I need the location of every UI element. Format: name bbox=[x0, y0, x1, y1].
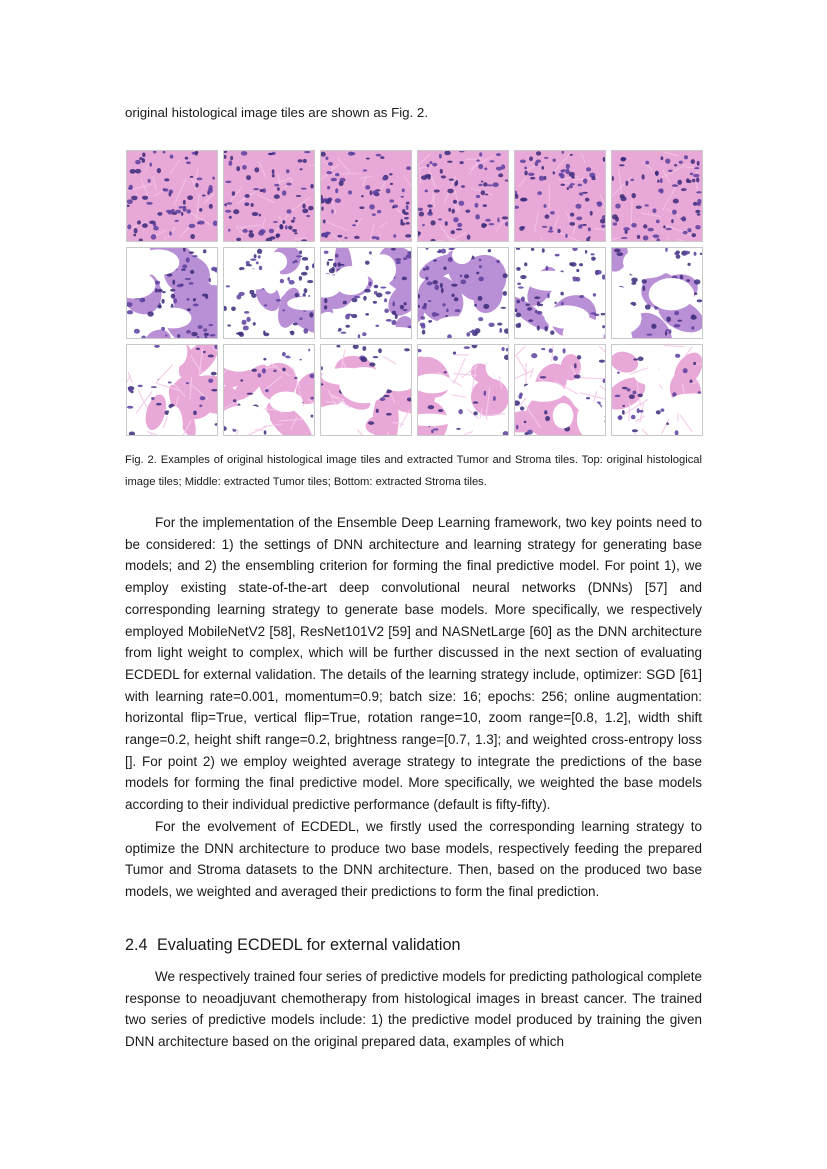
tumor-tissue-image bbox=[224, 248, 314, 338]
paragraph-implementation: For the implementation of the Ensemble Deep Learning framework, two key points need to be considered: 1) the settings of DNN architecture and learning strategy for generating base models; and 2) the ensembling criterion for forming the final predictive model. For point 1), we employ existing state-of-the-art deep convolutional neural networks (DNNs) [57] and corresponding learning strategy to generate base models. More specifically, we respectively employed MobileNetV2 [58], ResNet101V2 [59] and NASNetLarge [60] as the DNN architecture from light weight to complex, which will be further discussed in the next section of evaluating ECDEDL for external validation. The details of the learning strategy include, optimizer: SGD [61] with learning rate=0.001, momentum=0.9; batch size: 16; epochs: 256; online augmentation: horizontal flip=True, vertical flip=True, rotation range=10, zoom range=[0.8, 1.2], width shift range=0.2, height shift range=0.2, brightness range=[0.7, 1.3]; and weighted cross-entropy loss []. For point 2) we employ weighted average strategy to integrate the predictions of the base models for forming the final predictive model. More specifically, we weighted the base models according to their individual predictive performance (default is fifty-fifty). bbox=[125, 515, 702, 813]
section-number: 2.4 bbox=[125, 936, 148, 954]
original-tissue-image bbox=[321, 151, 411, 241]
original-tissue-image bbox=[515, 151, 605, 241]
stroma-tile bbox=[611, 344, 703, 436]
tumor-tile bbox=[611, 247, 703, 339]
stroma-tissue-image bbox=[321, 345, 411, 435]
original-tile bbox=[320, 150, 412, 242]
paragraph-evolvement: For the evolvement of ECDEDL, we firstly used the corresponding learning strategy to optimize the DNN architecture to produce two base models, respectively feeding the prepared Tumor and Stroma datasets to the DNN architecture. Then, based on the produced two base models, we weighted and averaged their predictions to form the final prediction. bbox=[125, 818, 702, 899]
stroma-tissue-image bbox=[515, 345, 605, 435]
lead-sentence: original histological image tiles are shown as Fig. 2. bbox=[125, 105, 429, 120]
original-tissue-image bbox=[224, 151, 314, 241]
tumor-tissue-image bbox=[321, 248, 411, 338]
original-tissue-image bbox=[612, 151, 702, 241]
tumor-tile bbox=[320, 247, 412, 339]
original-tile bbox=[417, 150, 509, 242]
stroma-tissue-image bbox=[224, 345, 314, 435]
tumor-tissue-image bbox=[127, 248, 217, 338]
original-tissue-image bbox=[127, 151, 217, 241]
tumor-tile bbox=[126, 247, 218, 339]
tumor-tissue-image bbox=[418, 248, 508, 338]
stroma-tile bbox=[320, 344, 412, 436]
tumor-tissue-image bbox=[612, 248, 702, 338]
stroma-tissue-image bbox=[612, 345, 702, 435]
stroma-tile bbox=[514, 344, 606, 436]
paragraph-evaluation: We respectively trained four series of predictive models for predicting pathological complete response to neoadjuvant chemotherapy from histological images in breast cancer. The trained two series of predictive models include: 1) the predictive model produced by training the given DNN architecture based on the original prepared data, examples of which bbox=[125, 969, 702, 1050]
original-tissue-image bbox=[418, 151, 508, 241]
tumor-tile bbox=[417, 247, 509, 339]
stroma-tile bbox=[223, 344, 315, 436]
tumor-tile bbox=[514, 247, 606, 339]
stroma-tissue-image bbox=[418, 345, 508, 435]
section-body bbox=[125, 966, 702, 1053]
body-paragraphs bbox=[125, 512, 702, 903]
figure-caption: Fig. 2. Examples of original histological image tiles and extracted Tumor and Stroma tiles. Top: original histological image tiles; Middle: extracted Tumor tiles; Bottom: extracted Stroma tiles. bbox=[125, 454, 702, 488]
stroma-tile bbox=[126, 344, 218, 436]
original-tile bbox=[514, 150, 606, 242]
stroma-tissue-image bbox=[127, 345, 217, 435]
tumor-tissue-image bbox=[515, 248, 605, 338]
original-tile bbox=[223, 150, 315, 242]
section-title: Evaluating ECDEDL for external validation bbox=[157, 936, 461, 954]
figure-2 bbox=[125, 150, 702, 440]
original-tile bbox=[611, 150, 703, 242]
original-tile bbox=[126, 150, 218, 242]
section-heading bbox=[125, 934, 461, 956]
tumor-tile bbox=[223, 247, 315, 339]
stroma-tile bbox=[417, 344, 509, 436]
